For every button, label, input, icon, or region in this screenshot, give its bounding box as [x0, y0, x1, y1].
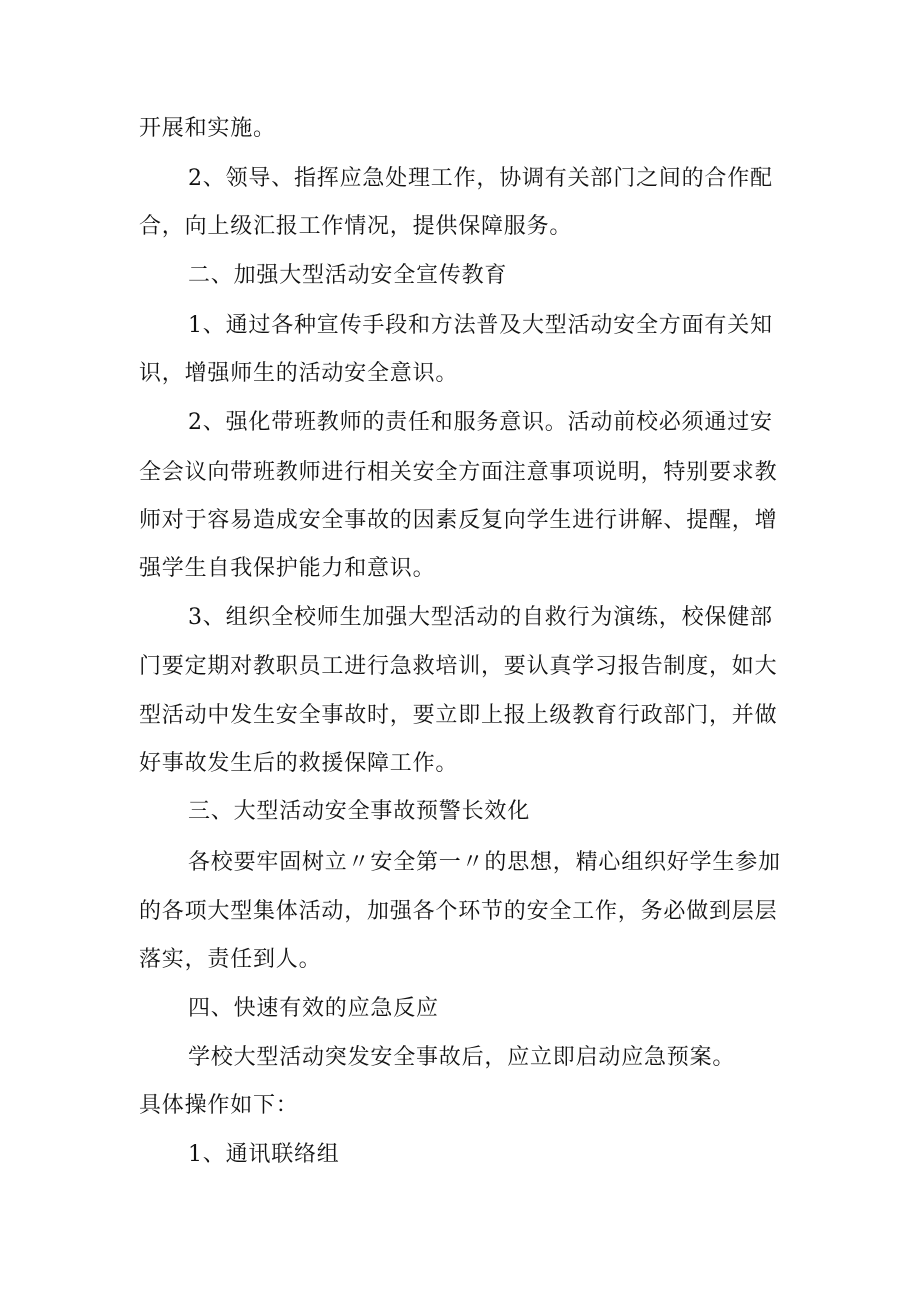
text-line-3: 合，向上级汇报工作情况，提供保障服务。 [139, 214, 573, 239]
text-line-7: 2、强化带班教师的责任和服务意识。活动前校必须通过安 [188, 410, 773, 435]
text-line-14: 好事故发生后的救援保障工作。 [139, 751, 459, 776]
text-line-8: 全会议向带班教师进行相关安全方面注意事项说明，特别要求教 [139, 460, 778, 485]
section-heading-2: 二、加强大型活动安全宣传教育 [188, 263, 508, 288]
text-line-9: 师对于容易造成安全事故的因素反复向学生进行讲解、提醒，增 [139, 508, 778, 533]
text-line-10: 强学生自我保护能力和意识。 [139, 556, 436, 581]
text-line-2: 2、领导、指挥应急处理工作，协调有关部门之间的合作配 [188, 166, 773, 191]
text-line-1: 开展和实施。 [139, 116, 276, 141]
text-line-6: 识，增强师生的活动安全意识。 [139, 361, 459, 386]
text-line-18: 落实，责任到人。 [139, 947, 322, 972]
text-line-13: 型活动中发生安全事故时，要立即上报上级教育行政部门，并做 [139, 703, 778, 728]
text-line-21: 具体操作如下： [139, 1093, 299, 1118]
text-line-12: 门要定期对教职员工进行急救培训，要认真学习报告制度，如大 [139, 654, 778, 679]
section-heading-3: 三、大型活动安全事故预警长效化 [188, 799, 531, 824]
text-line-5: 1、通过各种宣传手段和方法普及大型活动安全方面有关知 [188, 313, 773, 338]
section-heading-4: 四、快速有效的应急反应 [188, 996, 439, 1021]
text-line-11: 3、组织全校师生加强大型活动的自救行为演练，校保健部 [188, 605, 773, 630]
text-line-16: 各校要牢固树立〃安全第一〃的思想，精心组织好学生参加 [188, 850, 781, 875]
text-line-22: 1、通讯联络组 [188, 1142, 340, 1167]
text-line-20: 学校大型活动突发安全事故后，应立即启动应急预案。 [188, 1045, 736, 1070]
text-line-17: 的各项大型集体活动，加强各个环节的安全工作，务必做到层层 [139, 899, 778, 924]
